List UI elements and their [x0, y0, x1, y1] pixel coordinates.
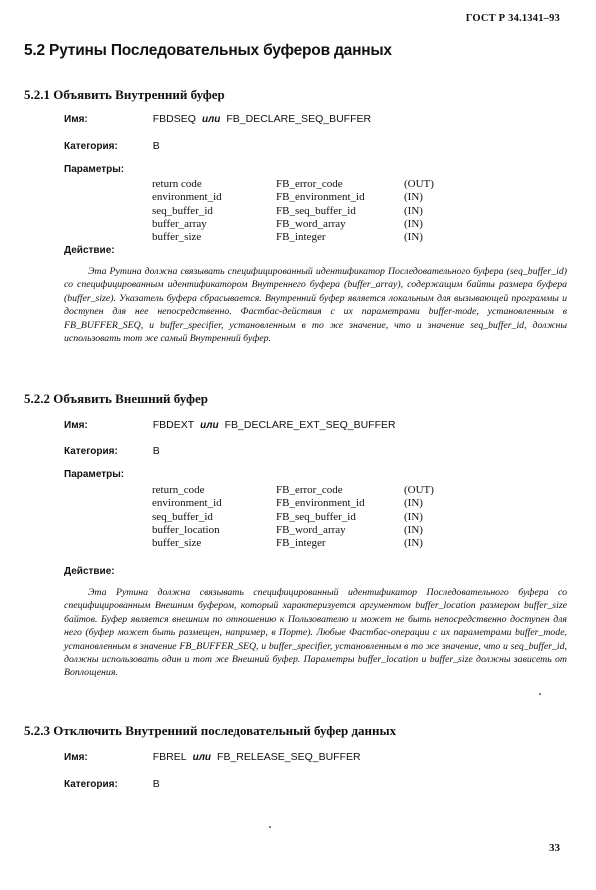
action-paragraph-5-2-2: Эта Рутина должна связывать специфицированный идентификатор Последовательного буфера со специфицированным Внешним буфером, который характеризуется аргументом buffer_location размером buffer_size байтов. Буфер является внешним по отношению к Пользователю и может не быть непосредственно доступен для него (буфер может быть размещен, например, в Порте). Любые Фастбас-операции с их параметрами buffer_mode, установленным в значение FB_BUFFER_SEQ, и buffer_specifier, установленным в то же значение, что и seq_buffer_id, должны использовать один и тот же Внешний буфер. Параметры buffer_location и buffer_size должны зависеть от Воплощения.	[64, 587, 567, 679]
category-value: B	[152, 778, 160, 790]
param-row: seq_buffer_id FB_seq_buffer_id (IN)	[152, 204, 423, 217]
category-label: Категория:	[64, 446, 118, 457]
routine-long-name: FB_DECLARE_EXT_SEQ_BUFFER	[224, 419, 396, 431]
action-label-5-2-2: Действие:	[64, 566, 115, 577]
param-row: seq_buffer_id FB_seq_buffer_id (IN)	[152, 510, 423, 523]
page-number: 33	[549, 842, 560, 854]
routine-name	[153, 419, 396, 431]
category-label: Категория:	[64, 141, 118, 152]
routine-short-name: FBDSEQ	[152, 113, 196, 125]
name-row-5-2-1	[64, 113, 371, 125]
parameters-label-5-2-2: Параметры:	[64, 469, 125, 480]
param-row: return code FB_error_code (OUT)	[152, 178, 434, 190]
parameters-table-5-2-1	[152, 178, 464, 244]
name-label: Имя:	[64, 114, 88, 125]
parameters-label-5-2-1: Параметры:	[64, 164, 125, 175]
param-row: environment_id FB_environment_id (IN)	[152, 497, 423, 510]
section-title: 5.2 Рутины Последовательных буферов данных	[24, 42, 392, 59]
standard-header: ГОСТ Р 34.1341–93	[465, 13, 560, 24]
param-row: return_code FB_error_code (OUT)	[152, 484, 434, 496]
scan-speck	[269, 826, 271, 828]
subsection-title-5-2-3: 5.2.3 Отключить Внутренний последовательный буфер данных	[24, 723, 397, 738]
param-row: buffer_size FB_integer (IN)	[152, 537, 423, 550]
or-word: или	[192, 752, 212, 763]
routine-long-name: FB_RELEASE_SEQ_BUFFER	[217, 751, 361, 763]
routine-name	[153, 751, 361, 763]
param-row: environment_id FB_environment_id (IN)	[152, 191, 423, 204]
category-value: B	[152, 140, 160, 152]
or-word: или	[201, 114, 221, 125]
category-row-5-2-3	[64, 778, 160, 790]
subsection-title-5-2-1: 5.2.1 Объявить Внутренний буфер	[24, 87, 225, 102]
action-paragraph-5-2-1: Эта Рутина должна связывать специфицированный идентификатор Последовательного буфера (seq_buffer_id) со специфицированным идентификатором Внутреннего буфера (buffer_array), содержащим байты размера буфера (buffer_size). Указатель буфера сбрасывается. Внутренний буфер является локальным для вызывающей программы и доступен для нее непосредственно. Фастбас-действия с их параметрами buffer-mode, установленным в FB_BUFFER_SEQ, и buffer_specifier, установленным в то же значение, что и значение seq_buffer_id, должны использовать тот же самый Внутренний буфер.	[64, 266, 567, 345]
param-row: buffer_location FB_word_array (IN)	[152, 523, 423, 536]
routine-long-name: FB_DECLARE_SEQ_BUFFER	[226, 113, 372, 125]
name-label: Имя:	[64, 752, 88, 763]
subsection-title-5-2-2: 5.2.2 Объявить Внешний буфер	[24, 391, 208, 406]
routine-name	[153, 113, 371, 125]
name-row-5-2-3	[64, 751, 361, 763]
param-row: buffer_array FB_word_array (IN)	[152, 217, 423, 230]
category-value: B	[152, 445, 160, 457]
category-row-5-2-1	[64, 140, 160, 152]
name-label: Имя:	[64, 420, 88, 431]
parameters-table-5-2-2	[152, 484, 464, 550]
name-row-5-2-2	[64, 419, 396, 431]
category-row-5-2-2	[64, 445, 160, 457]
routine-short-name: FBDEXT	[152, 419, 195, 431]
routine-short-name: FBREL	[152, 751, 187, 763]
action-label-5-2-1: Действие:	[64, 245, 115, 256]
scan-speck	[539, 693, 541, 695]
param-row: buffer_size FB_integer (IN)	[152, 231, 423, 244]
category-label: Категория:	[64, 779, 118, 790]
or-word: или	[200, 420, 219, 431]
